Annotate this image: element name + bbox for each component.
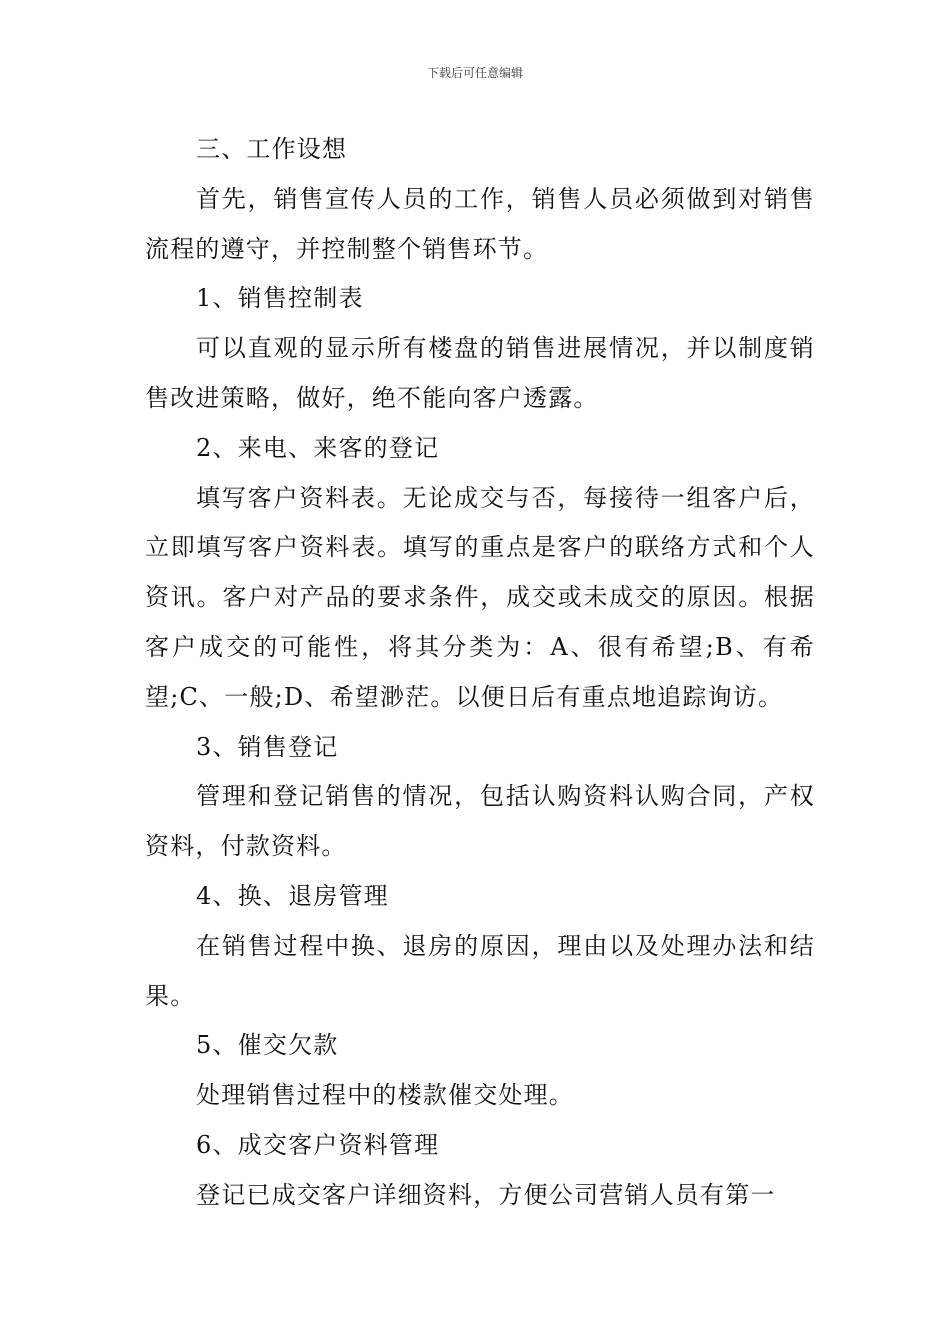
subsection-heading: 2、来电、来客的登记 <box>196 433 440 462</box>
paragraph: 可以直观的显示所有楼盘的销售进展情况，并以制度销售改进策略，做好，绝不能向客户透露。 <box>145 334 815 412</box>
subsection-heading: 1、销售控制表 <box>196 284 364 313</box>
paragraph: 处理销售过程中的楼款催交处理。 <box>196 1081 574 1110</box>
paragraph: 在销售过程中换、退房的原因，理由以及处理办法和结果。 <box>145 931 815 1010</box>
paragraph: 登记已成交客户详细资料，方便公司营销人员有第一 <box>196 1180 776 1209</box>
page-header: 下载后可任意编辑 <box>426 66 523 80</box>
subsection-heading: 4、换、退房管理 <box>196 881 389 910</box>
paragraph: 首先，销售宣传人员的工作，销售人员必须做到对销售流程的遵守，并控制整个销售环节。 <box>145 184 815 263</box>
subsection-heading: 6、成交客户资料管理 <box>196 1130 440 1159</box>
subsection-heading: 3、销售登记 <box>196 732 339 761</box>
subsection-heading: 5、催交欠款 <box>196 1031 339 1060</box>
document-body <box>145 125 815 1221</box>
paragraph: 管理和登记销售的情况，包括认购资料认购合同，产权资料，付款资料。 <box>145 782 815 861</box>
paragraph: 填写客户资料表。无论成交与否，每接待一组客户后，立即填写客户资料表。填写的重点是客户的联络方式和个人资讯。客户对产品的要求条件，成交或未成交的原因。根据客户成交的可能性，将其分类为：A、很有希望;B、有希望;C、一般;D、希望渺茫。以便日后有重点地追踪询访。 <box>145 483 815 711</box>
section-heading: 三、工作设想 <box>196 135 348 163</box>
